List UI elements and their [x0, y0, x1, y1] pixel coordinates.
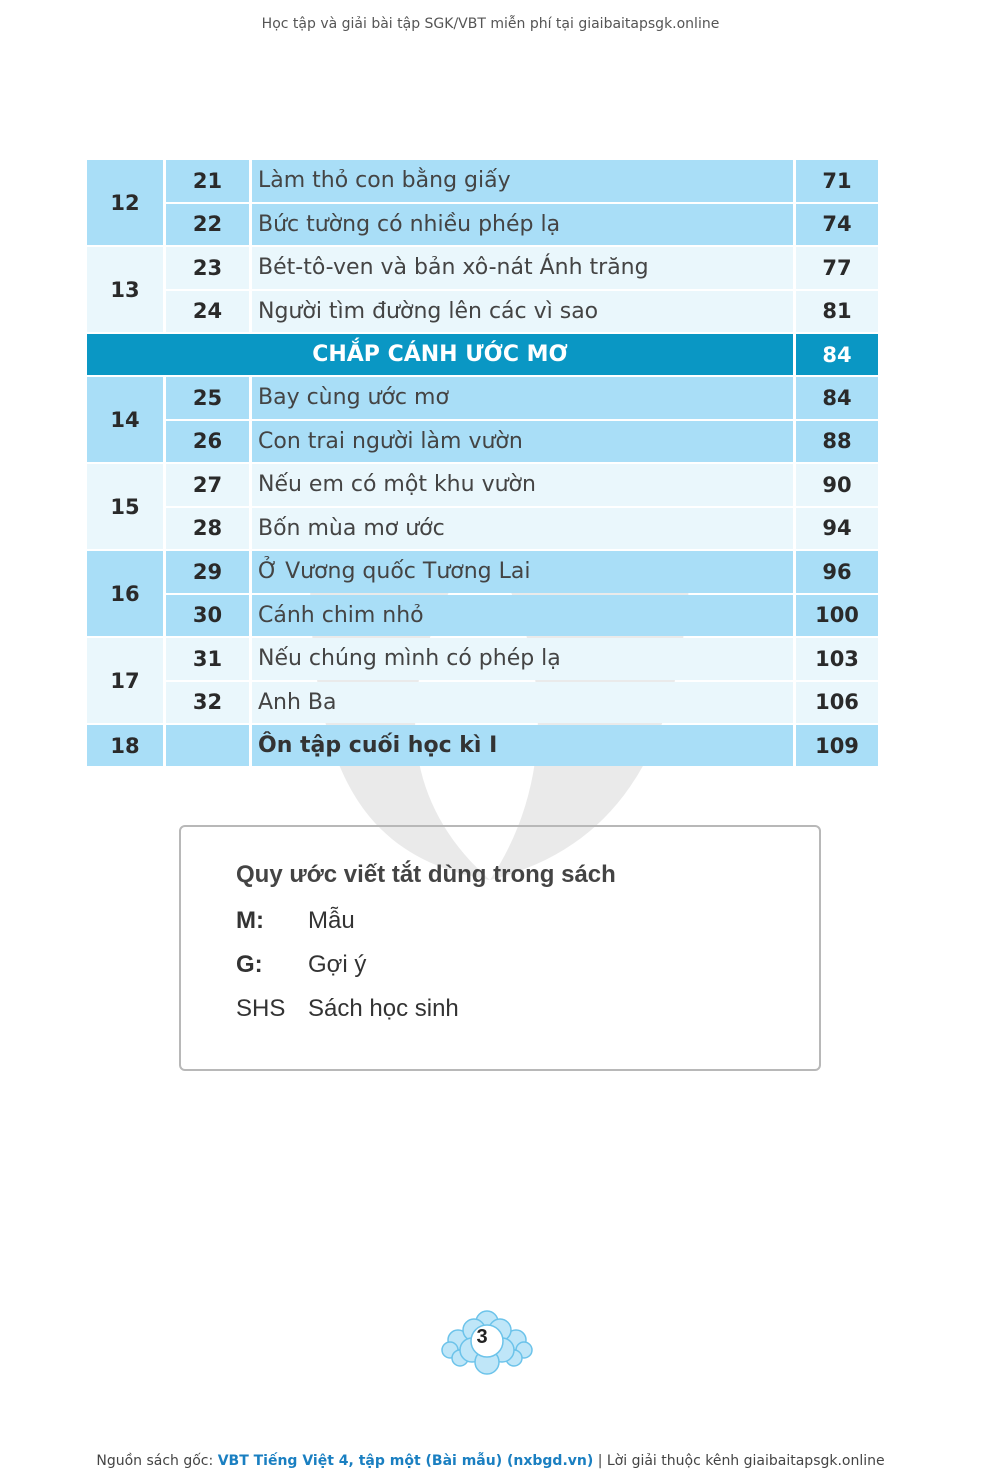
- table-row: [166, 421, 878, 463]
- footer-suffix: | Lời giải thuộc kênh giaibaitapsgk.online: [593, 1453, 885, 1469]
- legend-abbr: SHS: [236, 995, 286, 1022]
- footer: [0, 1453, 981, 1469]
- section-title[interactable]: CHẮP CÁNH ƯỚC MƠ: [87, 334, 793, 375]
- week-group: [87, 160, 878, 245]
- page-ref: 74: [796, 204, 878, 246]
- lesson-number: 27: [166, 464, 249, 506]
- page-ref: 96: [796, 551, 878, 593]
- lesson-title[interactable]: Bét-tô-ven và bản xô-nát Ánh trăng: [252, 247, 793, 289]
- table-row: [166, 464, 878, 506]
- lesson-title[interactable]: Bay cùng ước mơ: [252, 377, 793, 419]
- lesson-title[interactable]: Ôn tập cuối học kì I: [252, 725, 793, 766]
- table-row: [166, 682, 878, 724]
- lesson-number: [166, 725, 249, 766]
- section-page-ref: 84: [796, 334, 878, 375]
- lesson-number: 25: [166, 377, 249, 419]
- week-number: 16: [87, 551, 163, 636]
- abbreviation-legend: [179, 825, 821, 1071]
- lesson-title[interactable]: Bốn mùa mơ ước: [252, 508, 793, 550]
- week-group: [87, 247, 878, 332]
- lesson-number: 21: [166, 160, 249, 202]
- week-number: 13: [87, 247, 163, 332]
- page-ref: 88: [796, 421, 878, 463]
- page-ref: 77: [796, 247, 878, 289]
- page-ref: 109: [796, 725, 878, 766]
- lesson-title[interactable]: Nếu em có một khu vườn: [252, 464, 793, 506]
- page-ref: 100: [796, 595, 878, 637]
- lesson-title[interactable]: Người tìm đường lên các vì sao: [252, 291, 793, 333]
- table-row: [166, 377, 878, 419]
- table-row: [166, 638, 878, 680]
- legend-meaning: Mẫu: [308, 907, 355, 934]
- lesson-number: 31: [166, 638, 249, 680]
- week-group: [87, 377, 878, 462]
- table-row: [166, 595, 878, 637]
- table-row: [87, 725, 878, 766]
- footer-source-link[interactable]: VBT Tiếng Việt 4, tập một (Bài mẫu) (nxbgd.vn): [217, 1453, 594, 1469]
- lesson-number: 29: [166, 551, 249, 593]
- lesson-title[interactable]: Bức tường có nhiều phép lạ: [252, 204, 793, 246]
- page-ref: 103: [796, 638, 878, 680]
- lesson-title[interactable]: Con trai người làm vườn: [252, 421, 793, 463]
- lesson-number: 30: [166, 595, 249, 637]
- footer-prefix: Nguồn sách gốc:: [96, 1453, 218, 1469]
- lesson-title[interactable]: Làm thỏ con bằng giấy: [252, 160, 793, 202]
- lesson-title[interactable]: Nếu chúng mình có phép lạ: [252, 638, 793, 680]
- lesson-title[interactable]: Anh Ba: [252, 682, 793, 724]
- table-row: [166, 247, 878, 289]
- lesson-number: 28: [166, 508, 249, 550]
- table-row: [166, 291, 878, 333]
- page-number: 3: [476, 1326, 488, 1348]
- legend-abbr: M:: [236, 907, 264, 934]
- lesson-number: 32: [166, 682, 249, 724]
- lesson-title[interactable]: Ở Vương quốc Tương Lai: [252, 551, 793, 593]
- legend-item: [236, 995, 459, 1023]
- lesson-number: 24: [166, 291, 249, 333]
- legend-item: [236, 907, 355, 935]
- page-ref: 81: [796, 291, 878, 333]
- week-number: 17: [87, 638, 163, 723]
- legend-meaning: Sách học sinh: [308, 995, 459, 1022]
- lesson-number: 23: [166, 247, 249, 289]
- week-group: [87, 551, 878, 636]
- page-ref: 94: [796, 508, 878, 550]
- page-ref: 84: [796, 377, 878, 419]
- legend-item: [236, 951, 366, 979]
- page-ref: 90: [796, 464, 878, 506]
- table-row: [166, 160, 878, 202]
- lesson-number: 26: [166, 421, 249, 463]
- week-number: 12: [87, 160, 163, 245]
- header-note: Học tập và giải bài tập SGK/VBT miễn phí tại giaibaitapsgk.online: [261, 16, 720, 32]
- legend-abbr: G:: [236, 951, 263, 978]
- table-of-contents: [87, 160, 878, 766]
- section-header-row: [87, 334, 878, 375]
- legend-meaning: Gợi ý: [308, 951, 367, 978]
- week-number: 18: [87, 725, 163, 766]
- table-row: [166, 551, 878, 593]
- legend-title: Quy ước viết tắt dùng trong sách: [236, 861, 616, 888]
- table-row: [166, 204, 878, 246]
- page-ref: 106: [796, 682, 878, 724]
- week-number: 15: [87, 464, 163, 549]
- lesson-number: 22: [166, 204, 249, 246]
- table-row: [166, 508, 878, 550]
- lesson-title[interactable]: Cánh chim nhỏ: [252, 595, 793, 637]
- week-group: [87, 638, 878, 723]
- week-group: [87, 464, 878, 549]
- page-ref: 71: [796, 160, 878, 202]
- week-number: 14: [87, 377, 163, 462]
